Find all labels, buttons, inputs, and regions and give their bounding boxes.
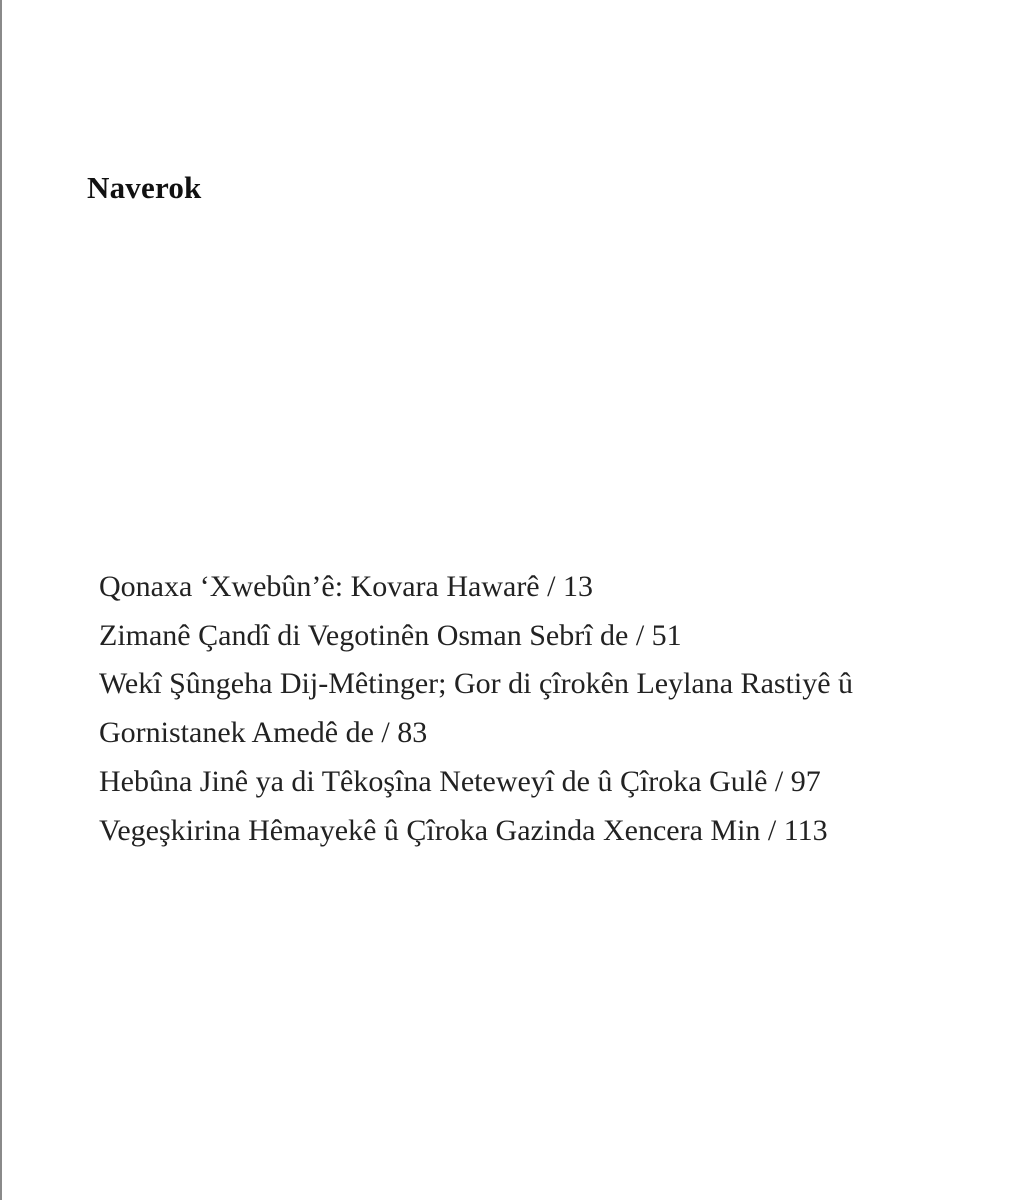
toc-entry-2: Zimanê Çandî di Vegotinên Osman Sebrî de / 51 (99, 618, 682, 652)
toc-entry-3: Wekî Şûngeha Dij-Mêtinger; Gor di çîrokên Leylana Rastiyê û (99, 667, 854, 701)
toc-entry-1: Qonaxa ‘Xwebûn’ê: Kovara Hawarê / 13 (99, 570, 593, 603)
toc-entry-3-continued: Gornistanek Amedê de / 83 (99, 716, 428, 750)
page-edge (0, 0, 2, 1200)
toc-entry-4: Hebûna Jinê ya di Têkoşîna Neteweyî de û Çîroka Gulê / 97 (99, 764, 821, 798)
page-title: Naverok (87, 170, 202, 205)
table-of-contents (99, 563, 999, 855)
toc-entry-5: Vegeşkirina Hêmayekê û Çîroka Gazinda Xencera Min / 113 (99, 813, 828, 847)
